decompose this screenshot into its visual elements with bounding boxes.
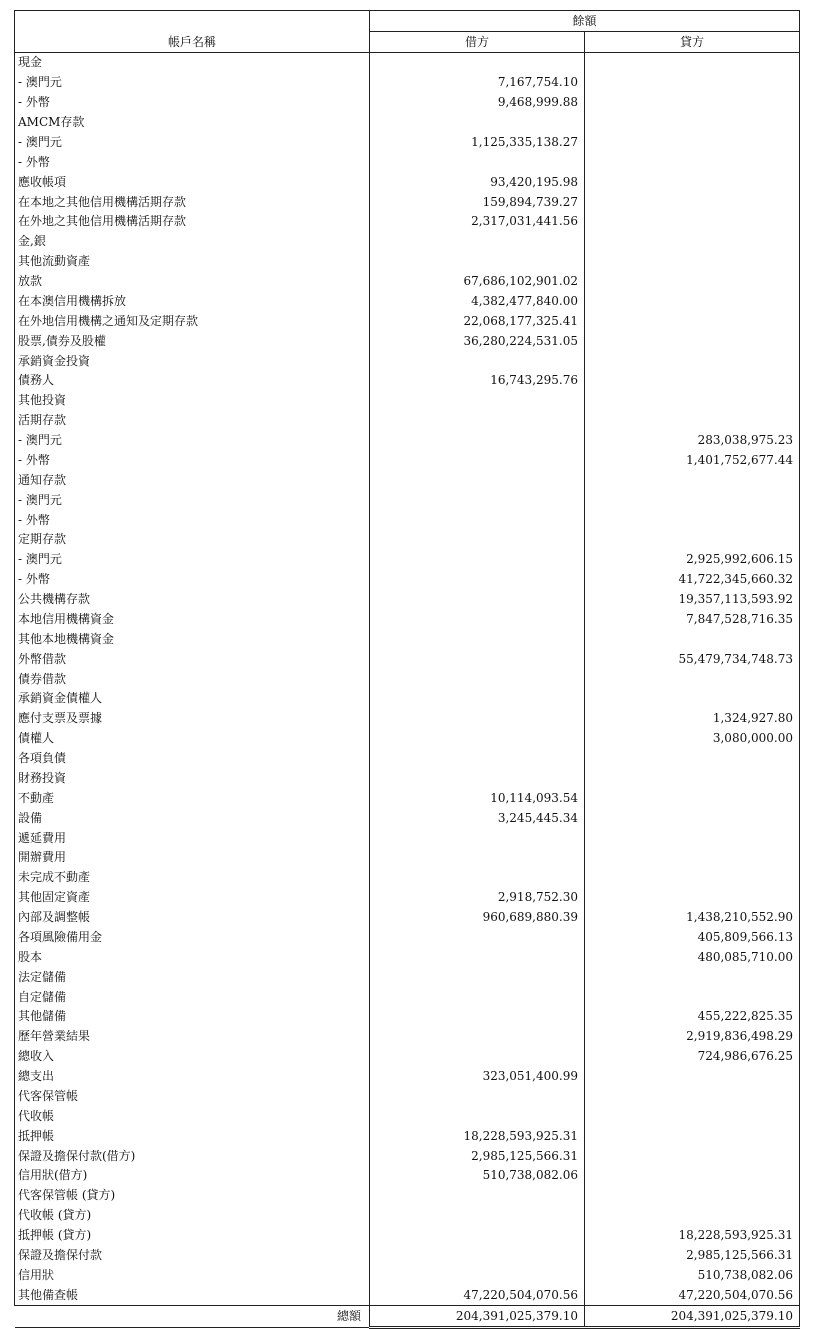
account-name-cell: 抵押帳: [15, 1126, 370, 1146]
debit-cell: [370, 1186, 585, 1206]
account-name-cell: 在本澳信用機構拆放: [15, 292, 370, 312]
debit-cell: 2,317,031,441.56: [370, 212, 585, 232]
credit-cell: 47,220,504,070.56: [585, 1285, 800, 1305]
table-row: [15, 1246, 800, 1266]
credit-cell: [585, 411, 800, 431]
debit-cell: [370, 947, 585, 967]
account-name-header: 帳戶名稱: [15, 11, 370, 53]
table-row: [15, 947, 800, 967]
credit-cell: 2,985,125,566.31: [585, 1246, 800, 1266]
credit-cell: [585, 93, 800, 113]
account-name-cell: 債務人: [15, 371, 370, 391]
credit-cell: [585, 987, 800, 1007]
debit-cell: 18,228,593,925.31: [370, 1126, 585, 1146]
debit-cell: 323,051,400.99: [370, 1067, 585, 1087]
table-row: [15, 192, 800, 212]
table-row: [15, 1027, 800, 1047]
credit-cell: [585, 292, 800, 312]
debit-cell: 159,894,739.27: [370, 192, 585, 212]
credit-cell: [585, 311, 800, 331]
credit-cell: 19,357,113,593.92: [585, 590, 800, 610]
credit-cell: [585, 629, 800, 649]
debit-cell: [370, 570, 585, 590]
account-name-cell: 金,銀: [15, 232, 370, 252]
total-label: 總額: [15, 1306, 370, 1328]
table-row: [15, 1206, 800, 1226]
header-row-top: [15, 11, 800, 32]
debit-cell: 67,686,102,901.02: [370, 272, 585, 292]
debit-cell: [370, 848, 585, 868]
table-row: [15, 311, 800, 331]
debit-cell: [370, 152, 585, 172]
account-name-cell: - 澳門元: [15, 431, 370, 451]
account-name-cell: 代客保管帳: [15, 1087, 370, 1107]
debit-cell: [370, 610, 585, 630]
debit-cell: [370, 232, 585, 252]
debit-cell: 2,918,752.30: [370, 888, 585, 908]
account-name-cell: 歷年營業結果: [15, 1027, 370, 1047]
credit-cell: 2,919,836,498.29: [585, 1027, 800, 1047]
table-row: [15, 53, 800, 73]
account-name-cell: - 澳門元: [15, 490, 370, 510]
table-row: [15, 411, 800, 431]
account-name-cell: - 外幣: [15, 510, 370, 530]
account-name-cell: 未完成不動產: [15, 868, 370, 888]
credit-cell: 480,085,710.00: [585, 947, 800, 967]
account-name-cell: 抵押帳 (貸方): [15, 1226, 370, 1246]
account-name-cell: 定期存款: [15, 530, 370, 550]
debit-cell: [370, 53, 585, 73]
account-name-cell: - 澳門元: [15, 550, 370, 570]
credit-cell: [585, 530, 800, 550]
account-name-cell: 活期存款: [15, 411, 370, 431]
table-row: [15, 1166, 800, 1186]
credit-cell: [585, 510, 800, 530]
table-row: [15, 371, 800, 391]
table-row: [15, 749, 800, 769]
debit-cell: [370, 391, 585, 411]
credit-cell: [585, 1126, 800, 1146]
debit-cell: 2,985,125,566.31: [370, 1146, 585, 1166]
table-row: [15, 152, 800, 172]
account-name-cell: - 外幣: [15, 570, 370, 590]
table-row: [15, 232, 800, 252]
account-name-cell: 總收入: [15, 1047, 370, 1067]
credit-cell: [585, 192, 800, 212]
debit-cell: [370, 510, 585, 530]
table-row: [15, 1226, 800, 1246]
ledger-footer: [15, 1306, 800, 1328]
debit-cell: [370, 729, 585, 749]
account-name-cell: 其他備查帳: [15, 1285, 370, 1305]
table-row: [15, 351, 800, 371]
account-name-cell: 本地信用機構資金: [15, 610, 370, 630]
balance-header: 餘額: [370, 11, 800, 32]
account-name-cell: - 澳門元: [15, 133, 370, 153]
debit-cell: [370, 669, 585, 689]
table-row: [15, 1067, 800, 1087]
account-name-cell: - 外幣: [15, 451, 370, 471]
credit-cell: [585, 1146, 800, 1166]
credit-cell: [585, 848, 800, 868]
debit-cell: [370, 590, 585, 610]
credit-cell: 405,809,566.13: [585, 928, 800, 948]
credit-cell: [585, 331, 800, 351]
credit-cell: [585, 272, 800, 292]
table-row: [15, 1265, 800, 1285]
debit-cell: [370, 530, 585, 550]
credit-cell: [585, 1166, 800, 1186]
credit-cell: 1,401,752,677.44: [585, 451, 800, 471]
table-row: [15, 848, 800, 868]
total-row: [15, 1306, 800, 1328]
table-row: [15, 73, 800, 93]
table-row: [15, 272, 800, 292]
debit-cell: [370, 252, 585, 272]
credit-cell: [585, 1106, 800, 1126]
account-name-cell: 通知存款: [15, 470, 370, 490]
credit-cell: [585, 749, 800, 769]
credit-cell: [585, 212, 800, 232]
account-name-cell: 承銷資金債權人: [15, 689, 370, 709]
table-row: [15, 570, 800, 590]
credit-cell: [585, 351, 800, 371]
table-row: [15, 93, 800, 113]
account-name-cell: 代收帳: [15, 1106, 370, 1126]
table-row: [15, 788, 800, 808]
credit-cell: [585, 788, 800, 808]
debit-cell: 7,167,754.10: [370, 73, 585, 93]
credit-cell: [585, 689, 800, 709]
account-name-cell: 各項風險備用金: [15, 928, 370, 948]
credit-cell: 724,986,676.25: [585, 1047, 800, 1067]
credit-cell: [585, 1067, 800, 1087]
credit-cell: [585, 53, 800, 73]
credit-cell: [585, 172, 800, 192]
account-name-cell: 其他流動資產: [15, 252, 370, 272]
credit-cell: 1,438,210,552.90: [585, 908, 800, 928]
debit-cell: [370, 1226, 585, 1246]
debit-cell: 960,689,880.39: [370, 908, 585, 928]
account-name-cell: 股本: [15, 947, 370, 967]
account-name-cell: 外幣借款: [15, 649, 370, 669]
credit-cell: [585, 371, 800, 391]
account-name-cell: 財務投資: [15, 769, 370, 789]
account-name-cell: 自定儲備: [15, 987, 370, 1007]
table-row: [15, 490, 800, 510]
debit-cell: [370, 967, 585, 987]
table-row: [15, 868, 800, 888]
credit-cell: 2,925,992,606.15: [585, 550, 800, 570]
debit-cell: 1,125,335,138.27: [370, 133, 585, 153]
credit-cell: 41,722,345,660.32: [585, 570, 800, 590]
debit-cell: [370, 431, 585, 451]
table-row: [15, 908, 800, 928]
table-row: [15, 1087, 800, 1107]
credit-cell: [585, 1087, 800, 1107]
credit-cell: 510,738,082.06: [585, 1265, 800, 1285]
credit-cell: 18,228,593,925.31: [585, 1226, 800, 1246]
total-credit: 204,391,025,379.10: [585, 1306, 800, 1328]
table-row: [15, 550, 800, 570]
account-name-cell: 其他儲備: [15, 1007, 370, 1027]
debit-cell: [370, 1027, 585, 1047]
debit-cell: [370, 1246, 585, 1266]
credit-cell: 455,222,825.35: [585, 1007, 800, 1027]
account-name-cell: AMCM存款: [15, 113, 370, 133]
debit-cell: [370, 451, 585, 471]
account-name-cell: 在外地之其他信用機構活期存款: [15, 212, 370, 232]
debit-cell: [370, 1007, 585, 1027]
account-name-cell: 保證及擔保付款(借方): [15, 1146, 370, 1166]
account-name-cell: 應收帳項: [15, 172, 370, 192]
account-name-cell: - 澳門元: [15, 73, 370, 93]
table-row: [15, 212, 800, 232]
credit-cell: [585, 152, 800, 172]
table-row: [15, 649, 800, 669]
account-name-cell: 不動產: [15, 788, 370, 808]
account-name-cell: 總支出: [15, 1067, 370, 1087]
debit-cell: 36,280,224,531.05: [370, 331, 585, 351]
table-row: [15, 1047, 800, 1067]
debit-cell: [370, 709, 585, 729]
credit-cell: 1,324,927.80: [585, 709, 800, 729]
debit-cell: [370, 987, 585, 1007]
table-row: [15, 1106, 800, 1126]
table-row: [15, 252, 800, 272]
table-row: [15, 391, 800, 411]
debit-cell: [370, 649, 585, 669]
credit-cell: 7,847,528,716.35: [585, 610, 800, 630]
table-row: [15, 133, 800, 153]
debit-cell: 16,743,295.76: [370, 371, 585, 391]
account-name-cell: 設備: [15, 808, 370, 828]
account-name-cell: 承銷資金投資: [15, 351, 370, 371]
debit-cell: 10,114,093.54: [370, 788, 585, 808]
debit-cell: [370, 689, 585, 709]
debit-cell: [370, 113, 585, 133]
table-row: [15, 729, 800, 749]
credit-cell: [585, 252, 800, 272]
credit-cell: [585, 769, 800, 789]
table-row: [15, 709, 800, 729]
table-row: [15, 987, 800, 1007]
account-name-cell: 債券借款: [15, 669, 370, 689]
debit-cell: [370, 490, 585, 510]
debit-cell: [370, 749, 585, 769]
account-name-cell: 代客保管帳 (貸方): [15, 1186, 370, 1206]
account-name-cell: 其他固定資產: [15, 888, 370, 908]
credit-cell: [585, 490, 800, 510]
debit-cell: 22,068,177,325.41: [370, 311, 585, 331]
debit-cell: [370, 470, 585, 490]
table-row: [15, 1186, 800, 1206]
table-row: [15, 669, 800, 689]
table-row: [15, 1126, 800, 1146]
account-name-cell: 代收帳 (貸方): [15, 1206, 370, 1226]
ledger-header: [15, 11, 800, 53]
debit-cell: [370, 1106, 585, 1126]
debit-cell: 510,738,082.06: [370, 1166, 585, 1186]
table-row: [15, 331, 800, 351]
total-debit: 204,391,025,379.10: [370, 1306, 585, 1328]
debit-cell: [370, 629, 585, 649]
table-row: [15, 828, 800, 848]
table-row: [15, 610, 800, 630]
credit-cell: [585, 73, 800, 93]
credit-cell: [585, 113, 800, 133]
debit-cell: 93,420,195.98: [370, 172, 585, 192]
account-name-cell: 其他投資: [15, 391, 370, 411]
account-name-cell: 股票,債券及股權: [15, 331, 370, 351]
credit-cell: 283,038,975.23: [585, 431, 800, 451]
account-name-cell: 公共機構存款: [15, 590, 370, 610]
ledger-table: [14, 10, 800, 1329]
credit-cell: [585, 828, 800, 848]
ledger-body: [15, 53, 800, 1306]
account-name-cell: 遞延費用: [15, 828, 370, 848]
debit-cell: [370, 769, 585, 789]
debit-cell: 4,382,477,840.00: [370, 292, 585, 312]
debit-cell: [370, 1206, 585, 1226]
debit-cell: 47,220,504,070.56: [370, 1285, 585, 1305]
account-name-cell: 在本地之其他信用機構活期存款: [15, 192, 370, 212]
credit-header: 貸方: [585, 32, 800, 53]
table-row: [15, 888, 800, 908]
table-row: [15, 172, 800, 192]
account-name-cell: 開辦費用: [15, 848, 370, 868]
table-row: [15, 808, 800, 828]
table-row: [15, 629, 800, 649]
debit-cell: [370, 1265, 585, 1285]
debit-cell: [370, 1047, 585, 1067]
table-row: [15, 1285, 800, 1305]
debit-header: 借方: [370, 32, 585, 53]
credit-cell: [585, 470, 800, 490]
account-name-cell: 在外地信用機構之通知及定期存款: [15, 311, 370, 331]
account-name-cell: 信用狀: [15, 1265, 370, 1285]
table-row: [15, 1146, 800, 1166]
credit-cell: [585, 1206, 800, 1226]
table-row: [15, 113, 800, 133]
table-row: [15, 928, 800, 948]
trial-balance-sheet: [14, 10, 799, 1324]
debit-cell: [370, 351, 585, 371]
account-name-cell: - 外幣: [15, 152, 370, 172]
credit-cell: 3,080,000.00: [585, 729, 800, 749]
account-name-cell: 債權人: [15, 729, 370, 749]
account-name-cell: 現金: [15, 53, 370, 73]
table-row: [15, 470, 800, 490]
credit-cell: [585, 232, 800, 252]
credit-cell: [585, 888, 800, 908]
account-name-cell: 各項負債: [15, 749, 370, 769]
table-row: [15, 769, 800, 789]
account-name-cell: 保證及擔保付款: [15, 1246, 370, 1266]
debit-cell: 3,245,445.34: [370, 808, 585, 828]
table-row: [15, 967, 800, 987]
credit-cell: 55,479,734,748.73: [585, 649, 800, 669]
debit-cell: 9,468,999.88: [370, 93, 585, 113]
table-row: [15, 530, 800, 550]
debit-cell: [370, 828, 585, 848]
debit-cell: [370, 1087, 585, 1107]
account-name-cell: 其他本地機構資金: [15, 629, 370, 649]
debit-cell: [370, 550, 585, 570]
debit-cell: [370, 411, 585, 431]
table-row: [15, 510, 800, 530]
table-row: [15, 689, 800, 709]
account-name-cell: 信用狀(借方): [15, 1166, 370, 1186]
table-row: [15, 292, 800, 312]
credit-cell: [585, 967, 800, 987]
credit-cell: [585, 133, 800, 153]
credit-cell: [585, 808, 800, 828]
account-name-cell: - 外幣: [15, 93, 370, 113]
account-name-cell: 應付支票及票據: [15, 709, 370, 729]
account-name-cell: 放款: [15, 272, 370, 292]
table-row: [15, 431, 800, 451]
table-row: [15, 1007, 800, 1027]
debit-cell: [370, 928, 585, 948]
account-name-cell: 內部及調整帳: [15, 908, 370, 928]
credit-cell: [585, 868, 800, 888]
table-row: [15, 451, 800, 471]
credit-cell: [585, 391, 800, 411]
credit-cell: [585, 669, 800, 689]
debit-cell: [370, 868, 585, 888]
credit-cell: [585, 1186, 800, 1206]
account-name-cell: 法定儲備: [15, 967, 370, 987]
table-row: [15, 590, 800, 610]
